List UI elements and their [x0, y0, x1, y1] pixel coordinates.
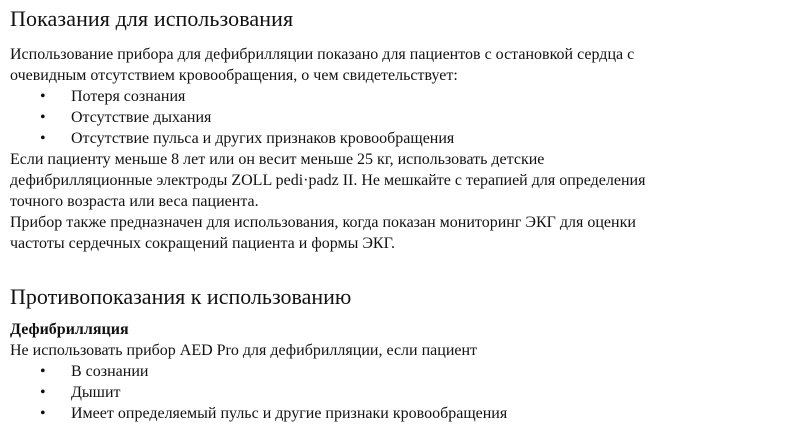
list-item-text: Отсутствие дыхания [71, 109, 212, 126]
list-item [10, 382, 790, 403]
subheading-defibrillation: Дефибрилляция [10, 321, 129, 338]
bullet-icon: • [40, 130, 46, 147]
bullet-icon: • [40, 363, 46, 380]
intro-line-2: очевидным отсутствием кровообращения, о чем свидетельствует: [10, 67, 458, 84]
list-item [10, 107, 790, 128]
bullet-icon: • [40, 384, 46, 401]
list-item [10, 86, 790, 107]
contraindications-list [10, 361, 790, 424]
ecg-line-2: частоты сердечных сокращений пациента и формы ЭКГ. [10, 235, 396, 252]
list-item-text: Отсутствие пульса и других признаков кровообращения [71, 130, 455, 147]
indications-list [10, 86, 790, 149]
list-item-text: Имеет определяемый пульс и другие признаки кровообращения [71, 405, 508, 422]
list-item-text: Дышит [71, 384, 121, 401]
bullet-icon: • [40, 109, 46, 126]
document-page [10, 0, 790, 424]
pediatric-line-2: дефибрилляционные электроды ZOLL pedi·padz II. Не мешкайте с терапией для определения [10, 172, 646, 189]
list-item-text: В сознании [71, 363, 149, 380]
contra-intro: Не использовать прибор AED Pro для дефибрилляции, если пациент [10, 342, 478, 359]
list-item [10, 361, 790, 382]
bullet-icon: • [40, 405, 46, 422]
list-item [10, 128, 790, 149]
pediatric-line-1: Если пациенту меньше 8 лет или он весит меньше 25 кг, использовать детские [10, 151, 545, 168]
list-item-text: Потеря сознания [71, 88, 186, 105]
section-title-indications: Показания для использования [10, 6, 294, 31]
list-item [10, 403, 790, 424]
pediatric-line-3: точного возраста или веса пациента. [10, 193, 259, 210]
intro-line-1: Использование прибора для дефибрилляции показано для пациентов с остановкой сердца с [10, 46, 635, 63]
section-title-contraindications: Противопоказания к использованию [10, 284, 352, 309]
ecg-line-1: Прибор также предназначен для использования, когда показан мониторинг ЭКГ для оценки [10, 214, 636, 231]
bullet-icon: • [40, 88, 46, 105]
